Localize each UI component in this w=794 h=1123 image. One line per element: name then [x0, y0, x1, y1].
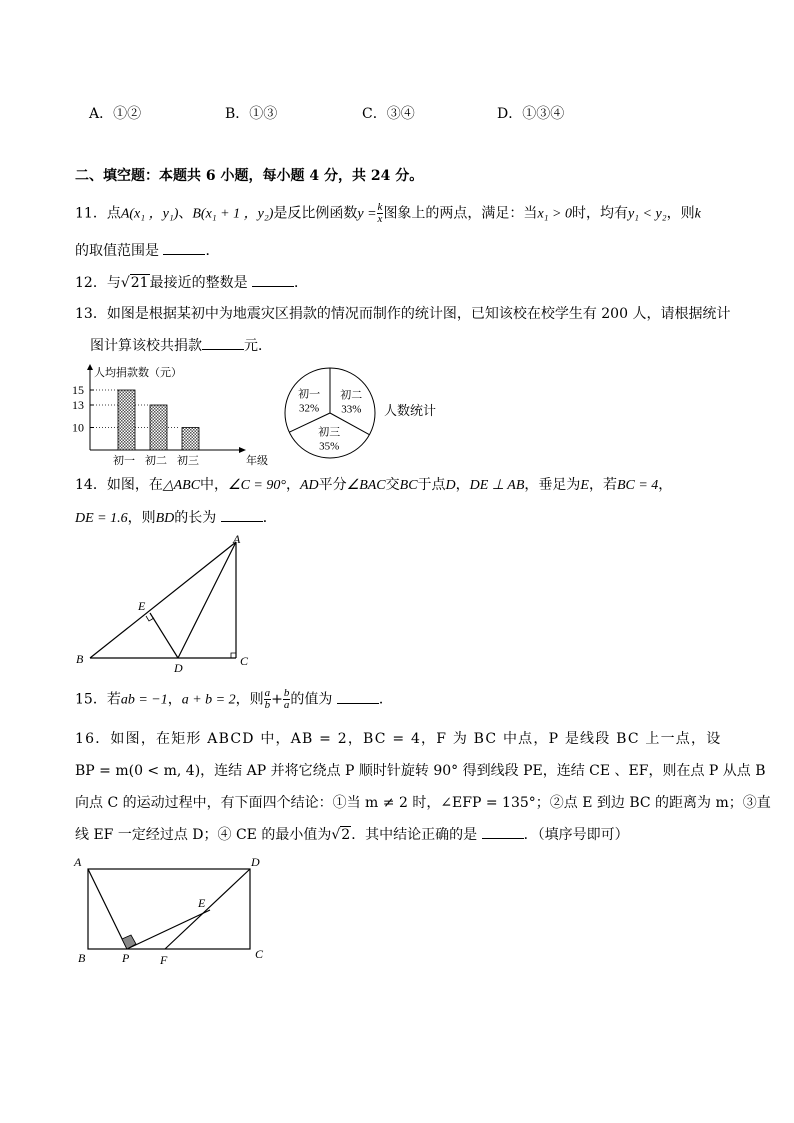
pie-chart [280, 365, 450, 465]
question-14-line1: 14．如图，在△ABC中，∠C = 90°，AD平分∠BAC交BC于点D，DE ⊥ AB，垂足为E，若BC = 4， [75, 477, 673, 493]
pie-label: 初三 [318, 426, 341, 439]
answer-blank[interactable] [221, 509, 263, 522]
y-tick-label: 10 [72, 420, 84, 435]
answer-blank[interactable] [252, 274, 294, 287]
question-16-line1: 16．如图，在矩形 ABCD 中，AB = 2，BC = 4，F 为 BC 中点，P 是线段 BC 上一点，设 [75, 731, 722, 747]
question-11-line1: 11．点A(x₁ ，y₁)、B(x₁ + 1 ，y₂)是反比例函数y = $\frac{k}{x}$ 图象上的两点，满足：当x₁ > 0时，均有y₁ < y₂，则k [75, 201, 701, 225]
answer-blank[interactable] [482, 826, 524, 839]
figure-14 [70, 530, 270, 675]
section-heading: 二、填空题：本题共 6 小题，每小题 4 分，共 24 分。 [75, 168, 424, 184]
question-11-line2: 的取值范围是 ． [75, 243, 220, 259]
answer-blank[interactable] [202, 337, 244, 350]
figure-16 [70, 852, 280, 967]
x-tick-label: 初三 [177, 455, 199, 467]
question-14-line2: DE = 1.6，则BD的长为 ． [75, 510, 277, 526]
pie-label: 初一 [298, 388, 321, 401]
label-c: C [255, 947, 264, 961]
y-tick-label: 15 [72, 383, 84, 397]
question-16-line2: BP = m(0 < m, 4)，连结 AP 并将它绕点 P 顺时针旋转 90° 得到线段 PE，连结 CE 、EF，则在点 P 从点 B [75, 763, 766, 779]
y-tick-label: 13 [72, 398, 84, 412]
bar-chart [70, 360, 268, 470]
option-d: D．①③④ [497, 106, 565, 122]
label-b: B [78, 951, 86, 965]
option-b: B．①③ [225, 106, 278, 122]
answer-blank[interactable] [163, 242, 205, 255]
label-d: D [174, 661, 183, 675]
option-c: C．③④ [362, 106, 415, 122]
x-tick-label: 初一 [113, 455, 135, 467]
label-f: F [160, 953, 168, 967]
question-13-line1: 13．如图是根据某初中为地震灾区捐款的情况而制作的统计图，已知该校在校学生有 200 人，请根据统计 [75, 306, 731, 322]
question-16-line4: 线 EF 一定经过点 D；④ CE 的最小值为√2．其中结论正确的是 ．（填序号即可） [75, 827, 629, 843]
pie-percent: 33% [341, 403, 362, 416]
label-c: C [240, 654, 249, 668]
chart-title: 人均捐款数（元） [94, 367, 182, 379]
answer-blank[interactable] [337, 691, 379, 704]
label-b: B [76, 652, 84, 666]
x-tick-label: 初二 [145, 455, 167, 467]
bar-初二 [150, 405, 167, 450]
bar-初一 [118, 390, 135, 450]
label-p: P [122, 951, 130, 965]
option-a: A．①② [89, 106, 142, 122]
question-16-line3: 向点 C 的运动过程中，有下面四个结论：①当 m ≠ 2 时，∠EFP = 135°；②点 E 到边 BC 的距离为 m；③直 [75, 795, 771, 811]
label-a: A [74, 855, 82, 869]
pie-percent: 35% [319, 440, 340, 453]
bar-初三 [182, 428, 199, 451]
label-d: D [251, 855, 260, 869]
question-13-line2: 图计算该校共捐款 元． [90, 338, 272, 354]
question-15: 15．若ab = −1，a + b = 2，则 $\frac{a}{b}$ + $\frac{b}{a}$ 的值为 ． [75, 687, 393, 711]
label-e: E [198, 896, 206, 910]
pie-percent: 32% [299, 402, 320, 415]
pie-title: 人数统计 [384, 403, 437, 418]
label-a: A [233, 532, 241, 546]
pie-label: 初二 [340, 389, 363, 402]
x-axis-label: 年级 [246, 455, 268, 467]
label-e: E [138, 599, 146, 613]
question-12: 12．与√21最接近的整数是 ． [75, 275, 309, 291]
